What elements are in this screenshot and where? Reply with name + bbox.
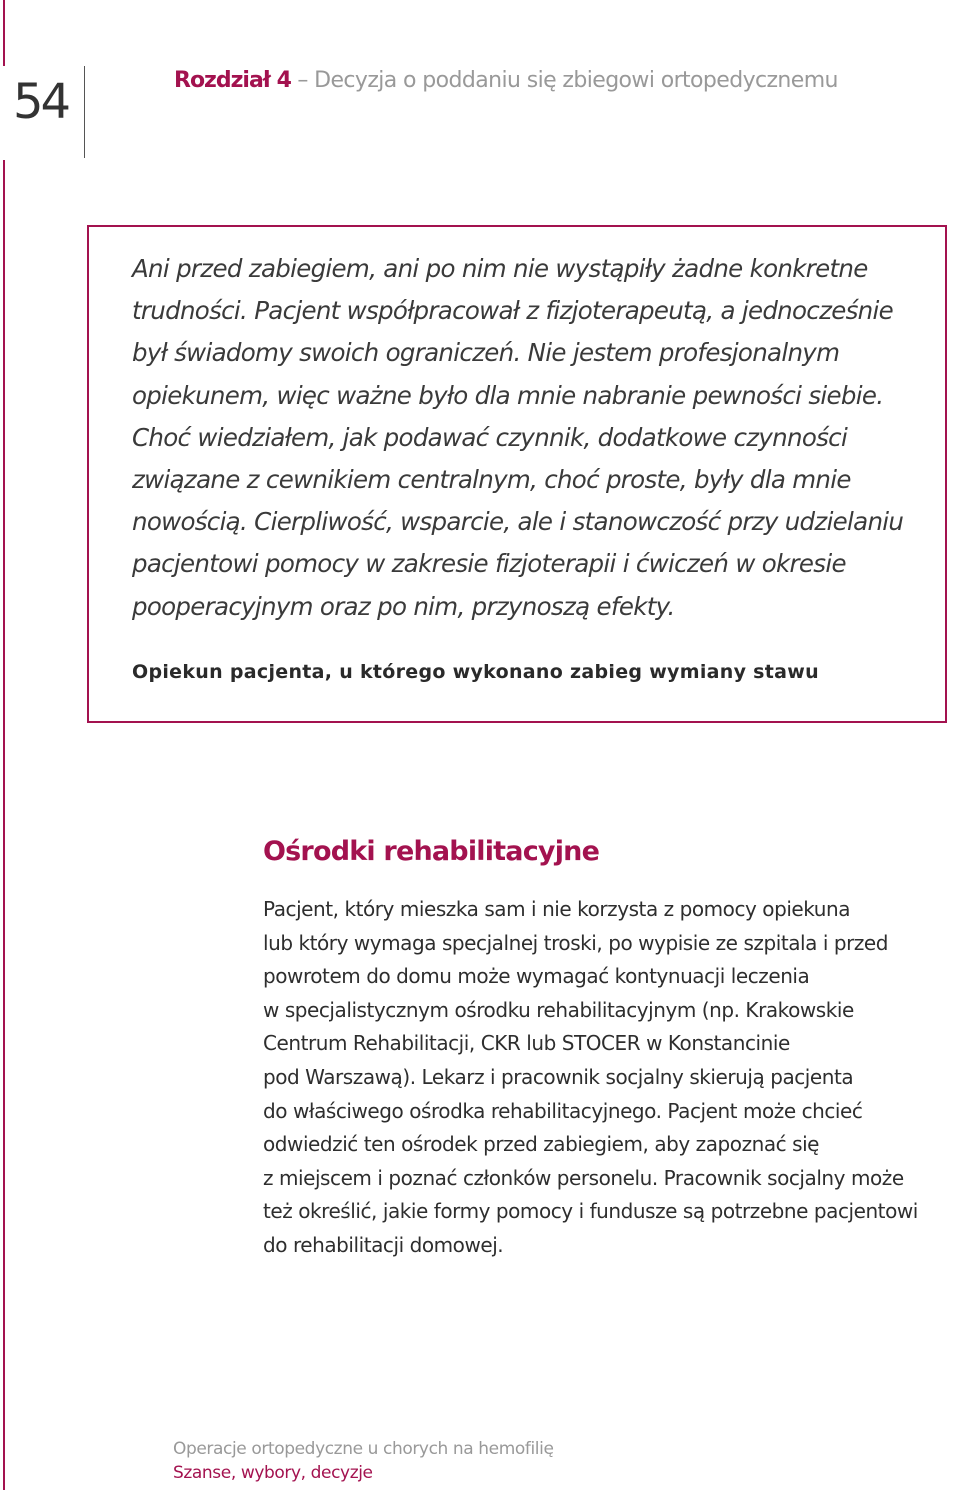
body-line: Centrum Rehabilitacji, CKR lub STOCER w Konstancinie: [263, 1031, 790, 1056]
body-line: Pacjent, który mieszka sam i nie korzysta z pomocy opiekuna: [263, 897, 851, 921]
footer: [173, 1437, 554, 1485]
margin-rule-top: [3, 0, 5, 66]
quote-line: był świadomy swoich ograniczeń. Nie jestem profesjonalnym: [132, 338, 840, 368]
quote-line: nowością. Cierpliwość, wsparcie, ale i stanowczość przy udzielaniu: [132, 507, 904, 537]
quote-line: trudności. Pacjent współpracował z fizjoterapeutą, a jednocześnie: [132, 296, 893, 326]
quote-line: opiekunem, więc ważne było dla mnie nabranie pewności siebie.: [132, 380, 884, 410]
quote-line: związane z cewnikiem centralnym, choć proste, były dla mnie: [132, 465, 851, 495]
margin-rule-bottom: [3, 160, 5, 1490]
body-line: z miejscem i poznać członków personelu. Pracownik socjalny może: [263, 1165, 904, 1190]
quote-text: [132, 248, 932, 628]
quote-attribution: Opiekun pacjenta, u którego wykonano zabieg wymiany stawu: [132, 661, 819, 683]
section-heading: Ośrodki rehabilitacyjne: [263, 836, 600, 867]
body-line: odwiedzić ten ośrodek przed zabiegiem, aby zapoznać się: [263, 1132, 820, 1157]
quote-line: Ani przed zabiegiem, ani po nim nie wystąpiły żadne konkretne: [132, 254, 868, 283]
quote-line: pacjentowi pomocy w zakresie fizjoterapii i ćwiczeń w okresie: [132, 549, 846, 579]
footer-title: Operacje ortopedyczne u chorych na hemofilię: [173, 1439, 554, 1459]
quote-line: Choć wiedziałem, jak podawać czynnik, dodatkowe czynności: [132, 422, 848, 452]
header-divider: [84, 66, 85, 158]
body-line: też określić, jakie formy pomocy i fundusze są potrzebne pacjentowi: [263, 1199, 918, 1224]
body-line: do rehabilitacji domowej.: [263, 1232, 504, 1257]
chapter-label: Rozdział 4: [174, 68, 291, 93]
chapter-title: Decyzja o poddaniu się zbiegowi ortopedycznemu: [314, 68, 838, 93]
header-separator: –: [290, 68, 315, 93]
body-line: lub który wymaga specjalnej troski, po wypisie ze szpitala i przed: [263, 930, 889, 955]
section-body: [263, 893, 953, 1263]
running-header: [174, 68, 838, 93]
body-line: do właściwego ośrodka rehabilitacyjnego. Pacjent może chcieć: [263, 1098, 863, 1123]
page-number: 54: [13, 74, 69, 130]
body-line: w specjalistycznym ośrodku rehabilitacyjnym (np. Krakowskie: [263, 997, 854, 1022]
quote-line: pooperacyjnym oraz po nim, przynoszą efekty.: [132, 591, 675, 621]
body-line: powrotem do domu może wymagać kontynuacji leczenia: [263, 964, 810, 989]
body-line: pod Warszawą). Lekarz i pracownik socjalny skierują pacjenta: [263, 1064, 854, 1089]
footer-subtitle: Szanse, wybory, decyzje: [173, 1463, 373, 1483]
